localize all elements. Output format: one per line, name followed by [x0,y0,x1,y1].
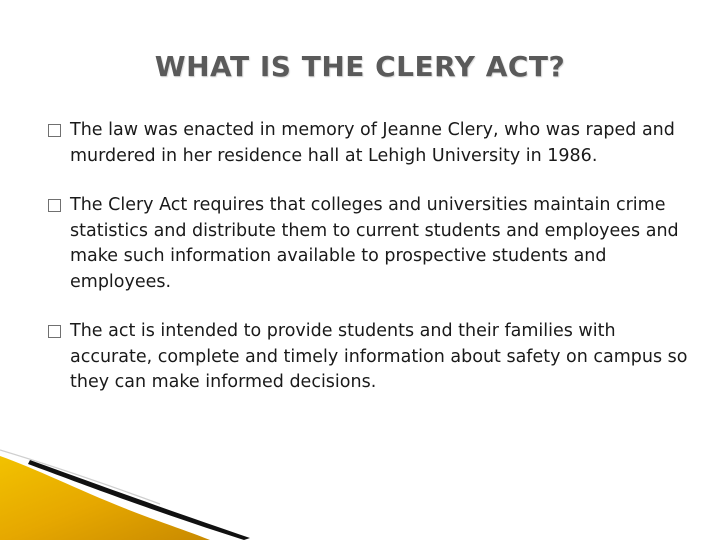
hollow-square-bullet-icon [48,124,61,137]
slide-title-text: WHAT IS THE CLERY ACT? [154,50,566,83]
hollow-square-bullet-icon [48,199,61,212]
hollow-square-bullet-icon [48,325,61,338]
bullet-text: The law was enacted in memory of Jeanne Clery, who was raped and murdered in her residence hall at Lehigh University in 1986. [70,120,675,166]
bullet-item [48,319,688,396]
bullet-text: The act is intended to provide students and their families with accurate, complete and timely information about safety on campus so they can make informed decisions. [70,321,688,392]
slide-title [0,50,720,83]
bullet-list [48,118,688,420]
gold-swoosh-shape [0,456,210,540]
bullet-item [48,193,688,295]
bullet-text: The Clery Act requires that colleges and universities maintain crime statistics and distribute them to current students and employees and make such information available to prospective students and employees. [70,195,679,292]
bullet-item [48,118,688,169]
corner-swoosh-decoration [0,448,260,540]
